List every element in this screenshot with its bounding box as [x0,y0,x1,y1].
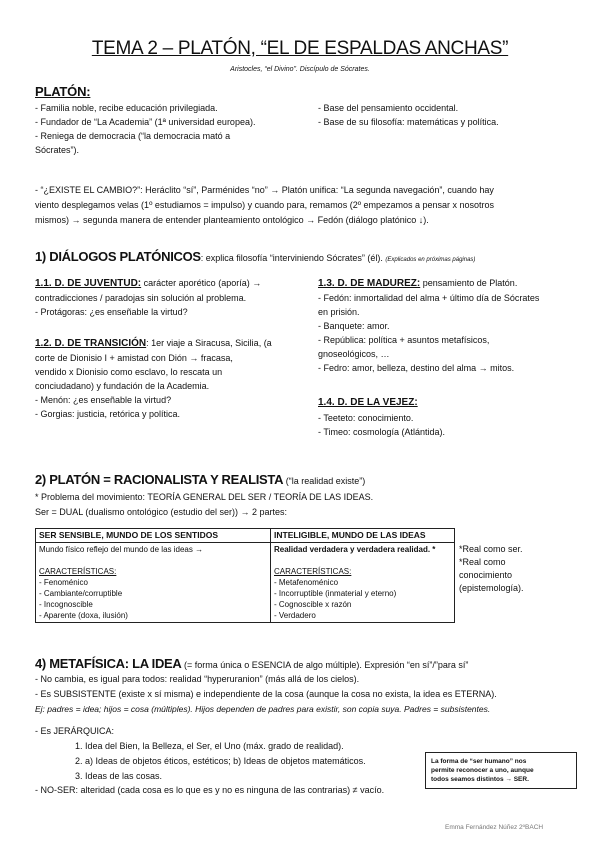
cambio-paragraph [35,184,575,226]
cambio-line: mismos) → segunda manera de entender planteamiento ontológico → Fedón (diálogo platónico ↓). [35,215,429,225]
transicion-section [35,337,300,420]
madurez-heading: 1.3. D. DE MADUREZ: [318,278,421,289]
side-note-line: conocimiento [459,570,513,580]
side-note-line: (epistemología). [459,583,524,593]
box-line: todos seamos distintos → SER. [431,776,529,783]
platon-heading: PLATÓN: [35,84,91,99]
inteligible-item: - Metafenoménico [274,578,339,587]
vejez-section [318,396,578,438]
metafisica-example: Ej: padres = idea; hijos = cosa (múltiples). Hijos dependen de padres para existir, son copia suya. Padres = subsistentes. [35,704,491,714]
platon-right-line: - Base de su filosofía: matemáticas y política. [318,117,499,127]
sensible-item: - Fenoménico [39,578,88,587]
sensible-label: CARACTERÍSTICAS: [39,567,117,576]
metafisica-line: - Es SUBSISTENTE (existe x sí misma) e independiente de la cosa (aunque la cosa no exista, la idea es ETERNA). [35,689,497,699]
inteligible-item: - Cognoscible x razón [274,600,352,609]
metafisica-lines [35,673,580,715]
vejez-line: - Teeteto: conocimiento. [318,413,414,423]
dialogos-desc: : explica filosofía “interviniendo Sócrates” (él). [200,253,383,263]
table-head-inteligible: INTELIGIBLE, MUNDO DE LAS IDEAS [271,529,455,543]
page-subtitle: Aristocles, “el Divino”. Discípulo de Sócrates. [230,66,370,73]
platon-right-list [318,102,568,128]
table-head-sensible: SER SENSIBLE, MUNDO DE LOS SENTIDOS [36,529,271,543]
jerarquia-item: 1. Idea del Bien, la Belleza, el Ser, el Uno (máx. grado de realidad). [75,741,344,751]
platon-left-list [35,102,305,156]
page-title: TEMA 2 – PLATÓN, “EL DE ESPALDAS ANCHAS” [91,38,509,59]
inteligible-desc: Realidad verdadera y verdadera realidad. * [274,545,436,554]
madurez-line: - Fedro: amor, belleza, destino del alma → mitos. [318,363,515,373]
platon-left-line: Sócrates”). [35,145,80,155]
forma-note-box [425,752,577,789]
juventud-section [35,277,300,318]
transicion-line: : 1er viaje a Siracusa, Sicilia, (a [146,338,272,348]
table-cell-inteligible [271,543,455,623]
side-note-line: *Real como [459,557,506,567]
transicion-line: conciudadano) y fundación de la Academia. [35,381,210,391]
transicion-line: - Menón: ¿es enseñable la virtud? [35,395,172,405]
racionalista-line: * Problema del movimiento: TEORÍA GENERAL DEL SER / TEORÍA DE LAS IDEAS. [35,492,374,502]
metafisica-line: - No cambia, es igual para todos: realidad “hyperuranion” (más allá de los cielos). [35,674,360,684]
jerarquia-item: 3. Ideas de las cosas. [75,771,163,781]
cambio-line: - “¿EXISTE EL CAMBIO?”: Heráclito “sí”, Parménides “no” → Platón unifica: “La segunda navegación”, cuando hay [35,185,494,195]
transicion-heading: 1.2. D. DE TRANSICIÓN [35,338,147,349]
madurez-section [318,277,578,374]
platon-left-line: - Reniega de democracia (“la democracia mató a [35,131,231,141]
ser-table [35,528,455,623]
sensible-desc: Mundo físico reflejo del mundo de las ideas → [39,545,204,554]
vejez-heading: 1.4. D. DE LA VEJEZ: [318,397,418,408]
transicion-line: vendido x Dionisio como esclavo, lo rescata un [35,367,223,377]
juventud-line: carácter aporético (aporía) → [143,278,262,288]
platon-left-line: - Familia noble, recibe educación privilegiada. [35,103,218,113]
box-line: La forma de “ser humano” nos [431,758,527,765]
sensible-item: - Aparente (doxa, ilusión) [39,611,128,620]
vejez-line: - Timeo: cosmología (Atlántida). [318,427,446,437]
juventud-heading: 1.1. D. DE JUVENTUD: [35,278,142,289]
platon-right-line: - Base del pensamiento occidental. [318,103,459,113]
inteligible-item: - Verdadero [274,611,316,620]
transicion-line: - Gorgias: justicia, retórica y política. [35,409,181,419]
metafisica-desc: (= forma única o ESENCIA de algo múltiple). Expresión “en sí”/”para sí” [181,660,469,670]
inteligible-item: - Incorruptible (inmaterial y eterno) [274,589,397,598]
racionalista-heading: 2) PLATÓN = RACIONALISTA Y REALISTA [35,472,284,487]
dialogos-heading: 1) DIÁLOGOS PLATÓNICOS [35,249,201,264]
box-line: permite reconocer a uno, aunque [431,767,534,774]
jerarquia-line: - Es JERÁRQUICA: [35,726,115,736]
inteligible-label: CARACTERÍSTICAS: [274,567,352,576]
jerarquia-item: 2. a) Ideas de objetos éticos, estéticos; b) Ideas de objetos matemáticos. [75,756,366,766]
side-note-line: *Real como ser. [459,544,523,554]
metafisica-heading-row [35,656,468,671]
platon-left-line: - Fundador de “La Academia” (1ª universidad europea). [35,117,256,127]
sensible-item: - Incognoscible [39,600,93,609]
noser-line: - NO-SER: alteridad (cada cosa es lo que es y no es ninguna de las contrarias) ≠ vacío. [35,785,385,795]
sensible-item: - Cambiante/corruptible [39,589,123,598]
racionalista-note: (“la realidad existe”) [285,476,366,486]
footer-author: Emma Fernández Núñez 2ºBACH [445,824,544,831]
cambio-line: viento desplegamos velas (1º estudiamos = impulso) y cuando para, remamos (2º empezamos a pensar x nosotros [35,200,495,210]
side-note [459,543,579,595]
table-cell-sensible [36,543,271,623]
madurez-line: - República: política + asuntos metafísicos, [318,335,490,345]
madurez-line: - Fedón: inmortalidad del alma + último día de Sócrates [318,293,540,303]
jerarquia-list [75,740,415,782]
madurez-line: pensamiento de Platón. [422,278,518,288]
racionalista-heading-row [35,472,365,487]
juventud-line: - Protágoras: ¿es enseñable la virtud? [35,307,188,317]
madurez-line: en prisión. [318,307,360,317]
dialogos-note: (Explicados en próximas páginas) [385,257,476,263]
transicion-line: corte de Dionisio I + amistad con Dión → fracasa, [35,353,233,363]
madurez-line: - Banquete: amor. [318,321,390,331]
madurez-line: gnoseológicos, … [318,349,390,359]
racionalista-line: Ser = DUAL (dualismo ontológico (estudio del ser)) → 2 partes: [35,507,288,517]
dialogos-heading-row [35,249,475,266]
juventud-line: contradicciones / paradojas sin solución al problema. [35,293,247,303]
metafisica-heading: 4) METAFÍSICA: LA IDEA [35,656,182,671]
